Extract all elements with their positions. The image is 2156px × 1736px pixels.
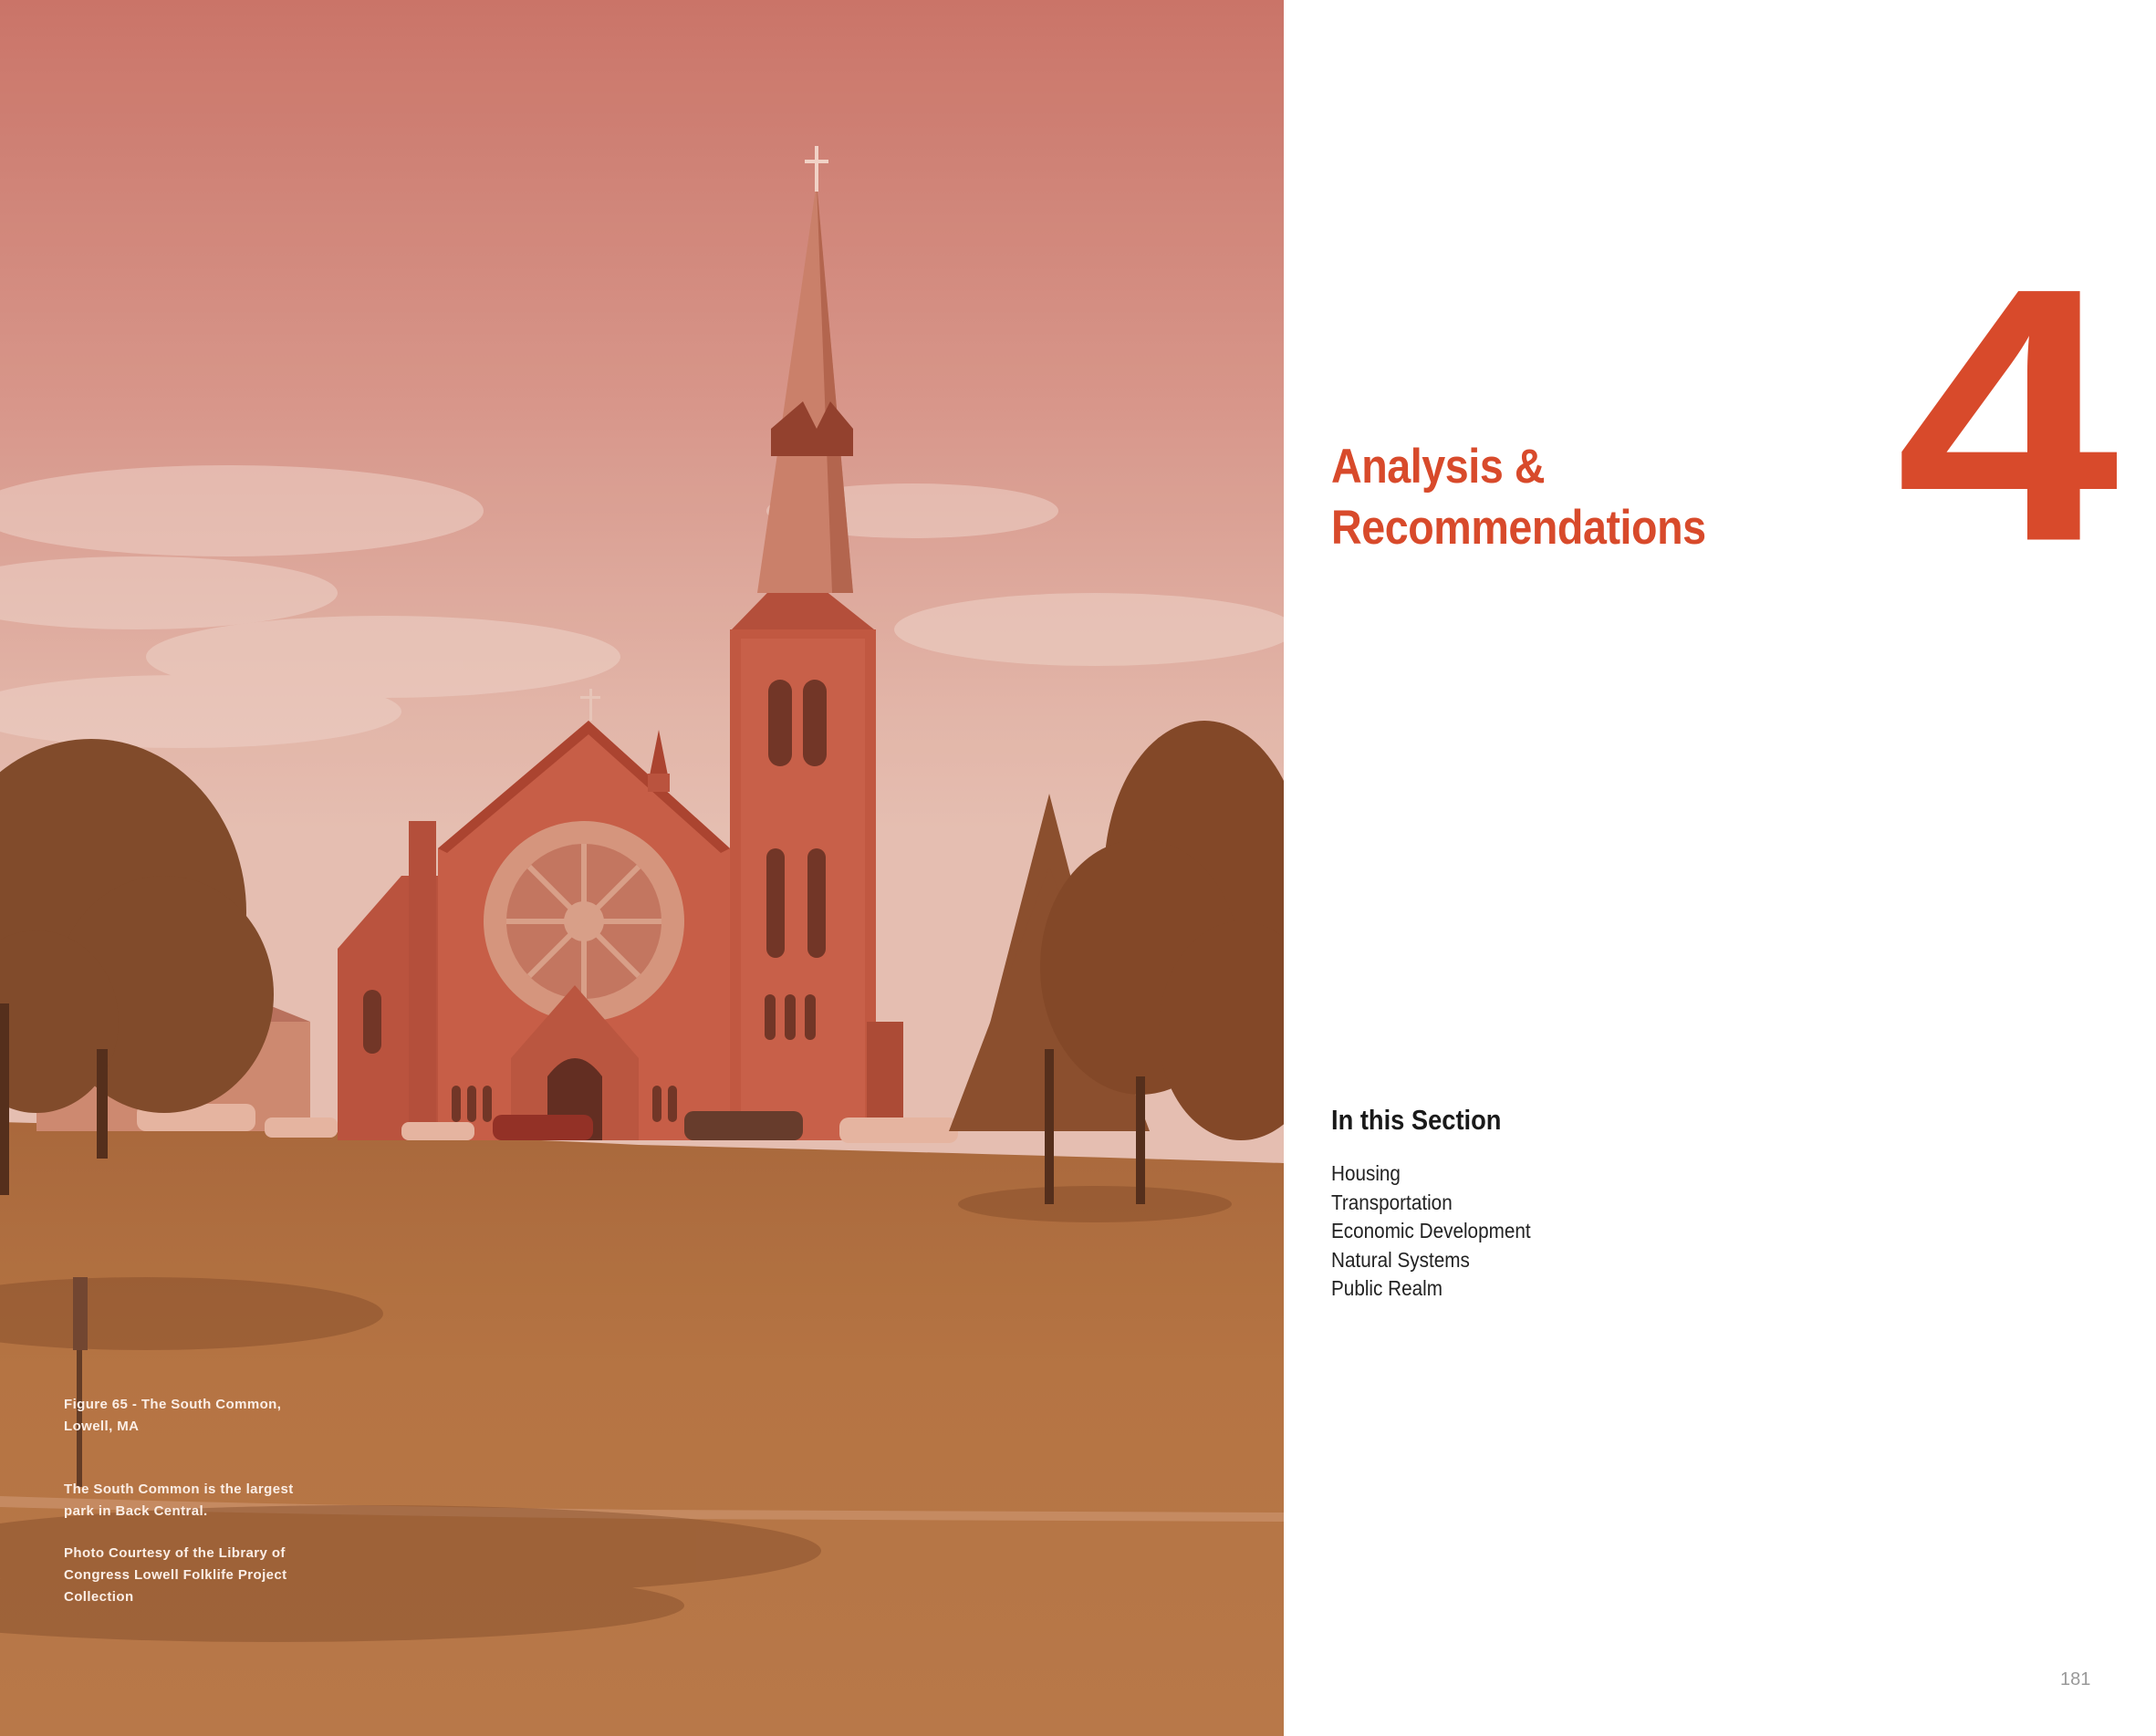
caption-line: park in Back Central.	[64, 1503, 208, 1519]
toc-heading: In this Section	[1331, 1104, 1502, 1136]
toc-item-economic-development[interactable]: Economic Development	[1331, 1219, 1531, 1242]
toc-item-natural-systems[interactable]: Natural Systems	[1331, 1247, 1470, 1272]
section-number-text: 4	[1895, 223, 2120, 588]
toc-item-housing[interactable]: Housing	[1331, 1161, 1401, 1185]
section-title-line: Analysis &	[1331, 440, 1546, 494]
toc-list	[1331, 1159, 1531, 1304]
figure-description	[64, 1479, 301, 1523]
section-title	[1331, 436, 1813, 558]
toc-item-transportation[interactable]: Transportation	[1331, 1190, 1453, 1214]
toc-item-public-realm[interactable]: Public Realm	[1331, 1276, 1443, 1300]
section-title-line: Recommendations	[1331, 501, 1706, 555]
caption-line: Photo Courtesy of the Library of	[64, 1545, 286, 1561]
caption-line: Congress Lowell Folklife Project	[64, 1567, 287, 1583]
caption-line: Lowell, MA	[64, 1419, 140, 1434]
section-number	[1889, 223, 2126, 588]
photo-credit	[64, 1543, 301, 1608]
caption-line: Collection	[64, 1589, 134, 1605]
figure-caption	[64, 1394, 301, 1438]
caption-line: Figure 65 - The South Common,	[64, 1397, 282, 1412]
caption-line: The South Common is the largest	[64, 1481, 294, 1497]
page-number: 181	[2060, 1669, 2091, 1689]
